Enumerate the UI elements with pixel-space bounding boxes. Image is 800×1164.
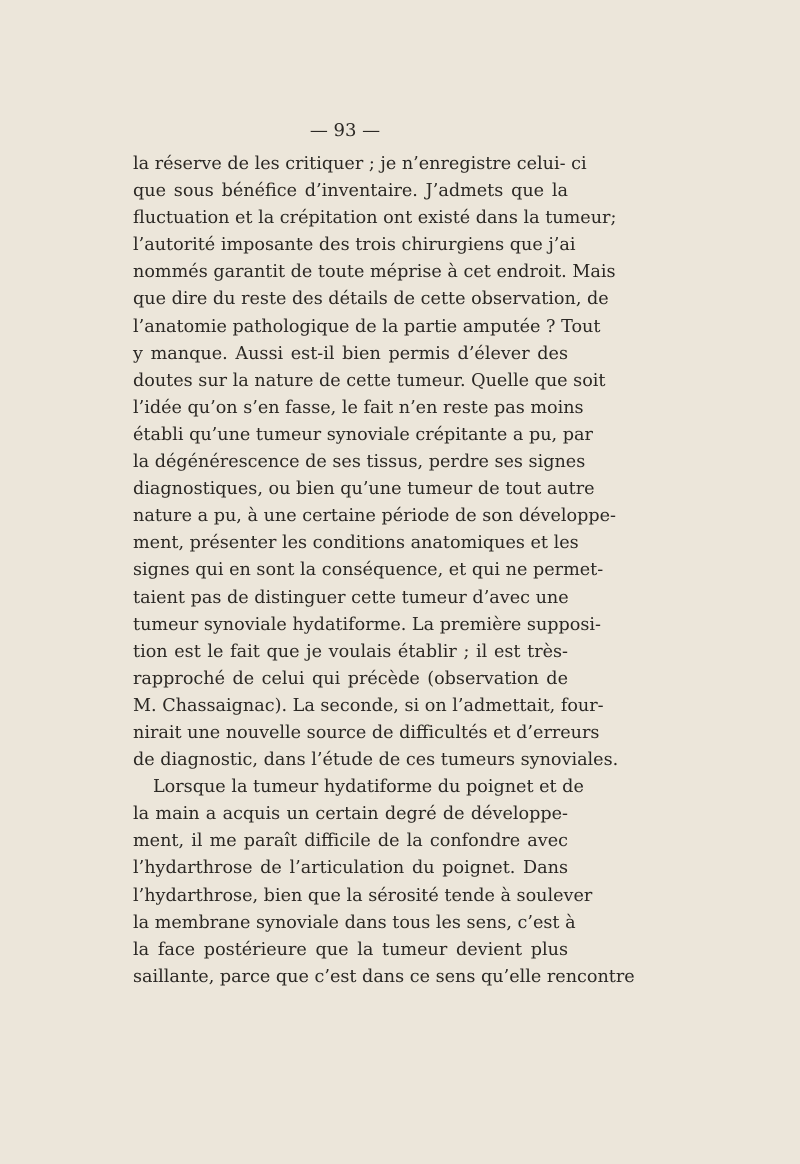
text-line: M. Chassaignac). La seconde, si on l’admettait, four- xyxy=(133,695,604,716)
body-text xyxy=(133,151,635,991)
text-line: Lorsque la tumeur hydatiforme du poignet et de xyxy=(153,777,584,798)
text-line: ment, présenter les conditions anatomiques et les xyxy=(133,533,579,554)
text-line: la face postérieure que la tumeur devient plus xyxy=(133,939,568,960)
text-line: diagnostiques, ou bien qu’une tumeur de tout autre xyxy=(133,479,595,500)
text-line: fluctuation et la crépitation ont existé dans la tumeur; xyxy=(133,208,617,229)
text-line: tumeur synoviale hydatiforme. La première supposi- xyxy=(133,614,601,635)
text-line: l’idée qu’on s’en fasse, le fait n’en reste pas moins xyxy=(133,397,584,418)
text-line: l’hydarthrose de l’articulation du poignet. Dans xyxy=(133,858,568,879)
text-line: que dire du reste des détails de cette observation, de xyxy=(133,289,609,310)
text-line: la membrane synoviale dans tous les sens, c’est à xyxy=(133,912,576,933)
text-line: signes qui en sont la conséquence, et qui ne permet- xyxy=(133,560,604,581)
text-line: doutes sur la nature de cette tumeur. Quelle que soit xyxy=(133,370,606,391)
text-line: nirait une nouvelle source de difficultés et d’erreurs xyxy=(133,722,600,743)
page-number: — 93 — xyxy=(309,120,381,141)
text-line: nature a pu, à une certaine période de son développe- xyxy=(133,506,616,527)
text-line: la main a acquis un certain degré de développe- xyxy=(133,804,568,825)
text-line: de diagnostic, dans l’étude de ces tumeurs synoviales. xyxy=(133,750,619,771)
text-line: nommés garantit de toute méprise à cet endroit. Mais xyxy=(133,262,616,283)
text-line: la réserve de les critiquer ; je n’enregistre celui- ci xyxy=(133,154,587,174)
text-line: que sous bénéfice d’inventaire. J’admets que la xyxy=(133,181,568,202)
text-line: y manque. Aussi est-il bien permis d’élever des xyxy=(133,343,568,364)
text-line: saillante, parce que c’est dans ce sens qu’elle rencontre xyxy=(133,966,635,987)
text-line: tion est le fait que je voulais établir ; il est très- xyxy=(133,641,568,662)
text-line: la dégénérescence de ses tissus, perdre ses signes xyxy=(133,452,586,473)
text-line: rapproché de celui qui précède (observation de xyxy=(133,668,568,689)
text-line: l’hydarthrose, bien que la sérosité tende à soulever xyxy=(133,885,593,906)
text-line: l’anatomie pathologique de la partie amputée ? Tout xyxy=(133,316,601,337)
text-line: taient pas de distinguer cette tumeur d’avec une xyxy=(133,587,569,608)
text-line: établi qu’une tumeur synoviale crépitante a pu, par xyxy=(133,424,593,445)
text-line: ment, il me paraît difficile de la confondre avec xyxy=(133,831,568,852)
text-line: l’autorité imposante des trois chirurgiens que j’ai xyxy=(133,235,576,256)
